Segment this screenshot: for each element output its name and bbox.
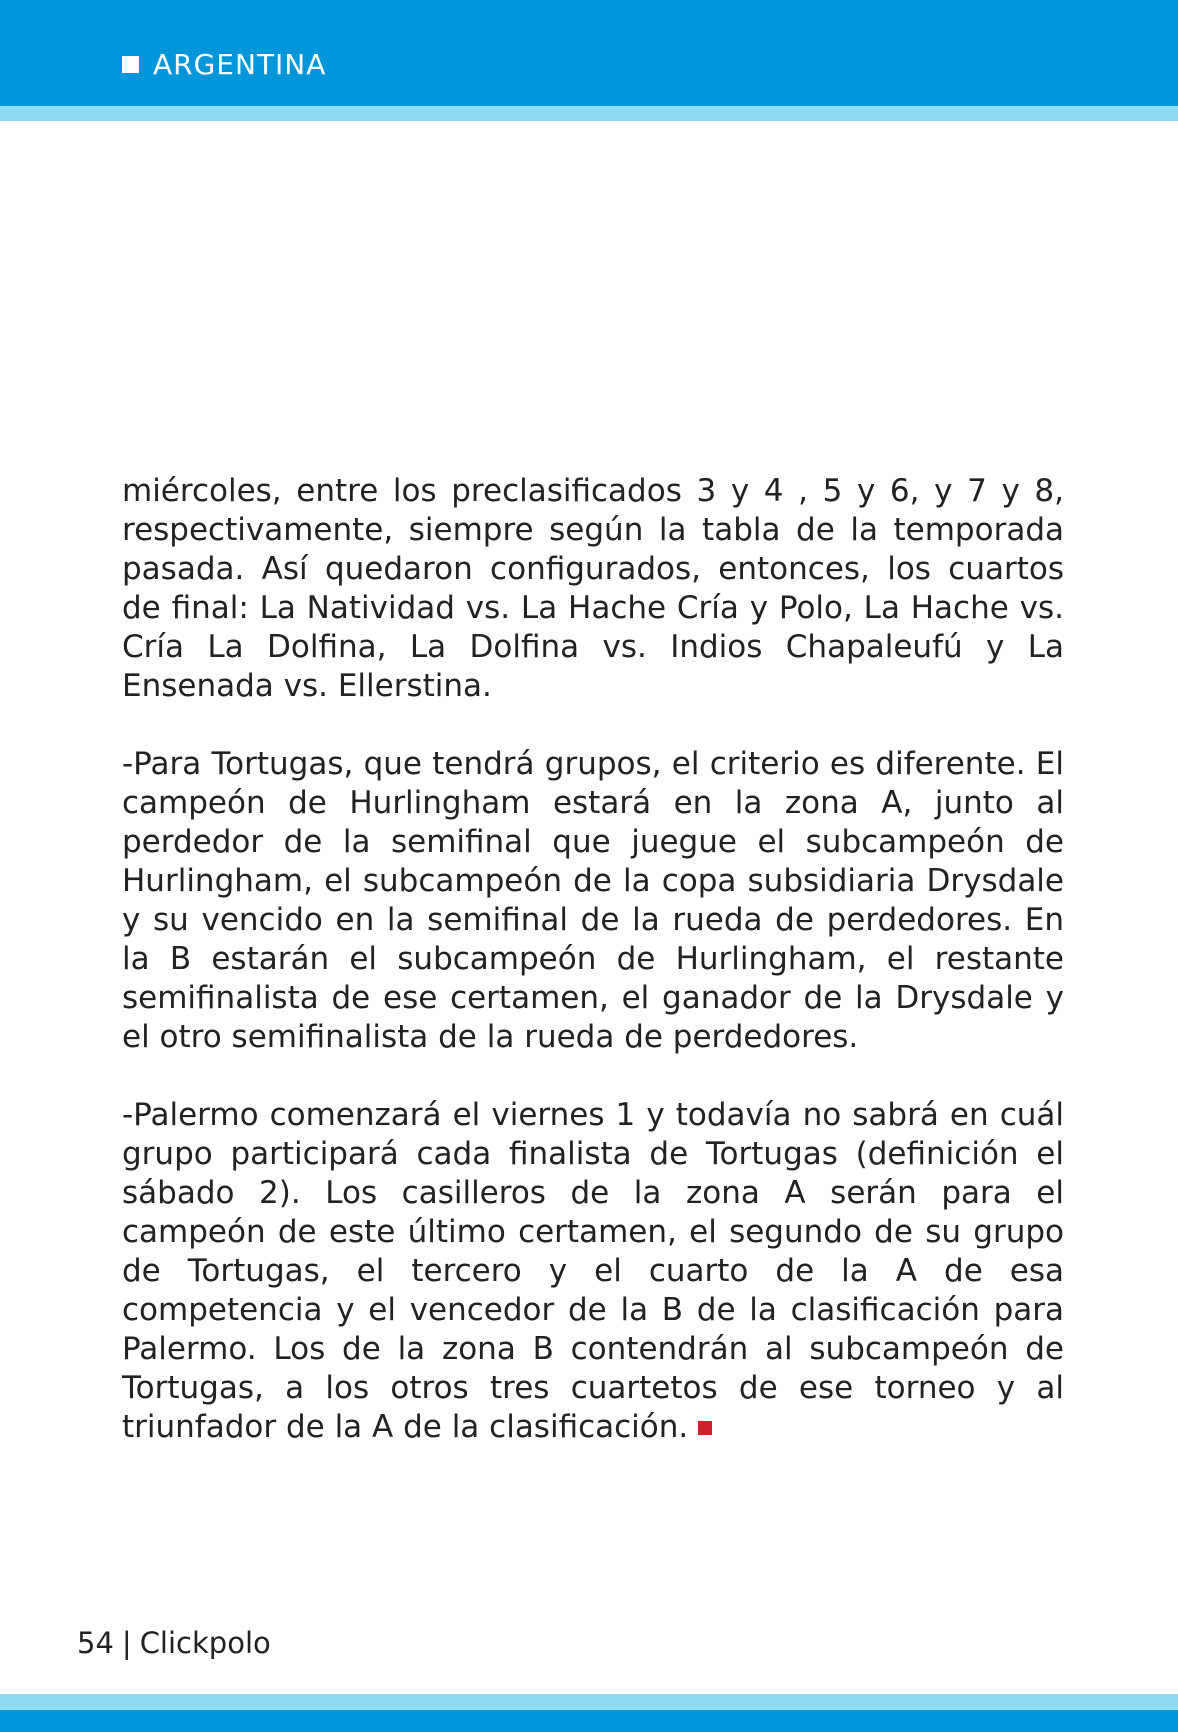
- end-of-article-icon: [698, 1421, 712, 1435]
- article-paragraph-text: -Palermo comenzará el viernes 1 y todavía no sabrá en cuál grupo participará cada finalista de Tortugas (definición el sábado 2). Los casilleros de la zona A serán para el campeón de este último certamen, el segundo de su grupo de Tortugas, el tercero y el cuarto de la A de esa competencia y el vencedor de la B de la clasificación para Palermo. Los de la zona B contendrán al subcampeón de Tortugas, a los otros tres cuartetos de ese torneo y al triunfador de la A de la clasificación.: [122, 1097, 1064, 1445]
- article-paragraph-last: [122, 1096, 1064, 1447]
- footer-separator: |: [121, 1626, 132, 1660]
- article-body: [122, 472, 1064, 1486]
- section-label-text: ARGENTINA: [153, 48, 327, 81]
- publication-name: Clickpolo: [139, 1626, 271, 1660]
- section-label: [122, 48, 326, 81]
- footer-bar: [0, 1710, 1178, 1732]
- square-bullet-icon: [122, 56, 139, 73]
- page-footer: [77, 1626, 271, 1660]
- header-bar: [0, 0, 1178, 106]
- article-paragraph: miércoles, entre los preclasificados 3 y 4 , 5 y 6, y 7 y 8, respectivamente, siempre según la tabla de la temporada pasada. Así quedaron configurados, entonces, los cuartos de final: La Natividad vs. La Hache Cría y Polo, La Hache vs. Cría La Dolfina, La Dolfina vs. Indios Chapaleufú y La Ensenada vs. Ellerstina.: [122, 473, 1064, 704]
- header-stripe: [0, 106, 1178, 121]
- page-number: 54: [77, 1626, 114, 1660]
- footer-stripe: [0, 1694, 1178, 1710]
- article-paragraph: -Para Tortugas, que tendrá grupos, el criterio es diferente. El campeón de Hurlingham estará en la zona A, junto al perdedor de la semifinal que juegue el subcampeón de Hurlingham, el subcampeón de la copa subsidiaria Drysdale y su vencido en la semifinal de la rueda de perdedores. En la B estarán el subcampeón de Hurlingham, el restante semifinalista de ese certamen, el ganador de la Drysdale y el otro semifinalista de la rueda de perdedores.: [122, 746, 1064, 1055]
